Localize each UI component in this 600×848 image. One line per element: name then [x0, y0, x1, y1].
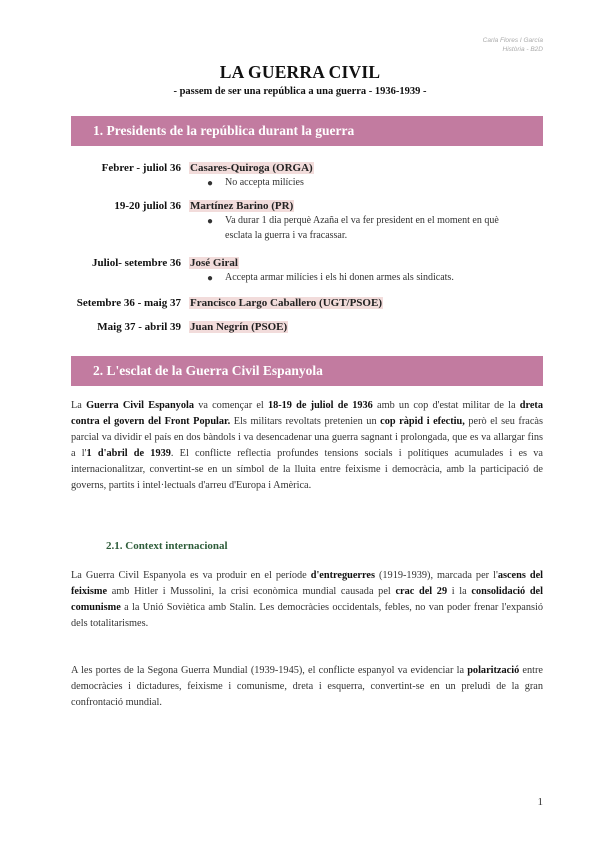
section-heading-2 [71, 356, 543, 386]
president-name: Martínez Barino (PR) [190, 200, 294, 212]
president-date: Juliol- setembre 36 [91, 257, 181, 269]
text-run: (1919-1939), marcada per l' [374, 570, 498, 581]
president-name: Casares-Quiroga (ORGA) [190, 162, 313, 174]
president-note: Accepta armar milícies i els hi donen armes als sindicats. [225, 272, 454, 283]
president-note: No accepta milícies [225, 177, 304, 188]
text-run: Els militars revoltats pretenien un [230, 416, 381, 427]
text-run: va començar el [194, 400, 268, 411]
president-name: José Giral [190, 257, 238, 269]
president-name: Juan Negrín (PSOE) [190, 321, 288, 333]
bold-run: d'entreguerres [310, 570, 375, 581]
text-run: La [71, 400, 87, 411]
text-run: entre democràcies i dictadures, feixisme i comunisme, dreta i esquerra, convertint-se en un preludi de la gran confrontació mundial. [71, 665, 543, 708]
page-subtitle: - passem de ser una república a una guerra - 1936-1939 - [173, 86, 427, 97]
bullet-icon: ● [207, 273, 214, 284]
text-run: amb un cop d'estat militar de la [372, 400, 520, 411]
text-run: però el seu fracàs parcial va dividir el país en dos bàndols i va desencadenar una guerra sagnant i prolongada, que es va allargar fins a l' [71, 416, 543, 459]
text-run: amb Hitler i Mussolini, la crisi econòmica mundial causada pel [107, 586, 396, 597]
context-paragraph-1 [71, 568, 543, 632]
bold-run: 18-19 de juliol de 1936 [267, 400, 373, 411]
bold-run: cop ràpid i efectiu, [380, 416, 465, 427]
president-date: Febrer - juliol 36 [101, 162, 181, 174]
section-heading-1-text: 1. Presidents de la república durant la guerra [93, 123, 355, 138]
president-name: Francisco Largo Caballero (UGT/PSOE) [190, 297, 382, 309]
page-number: 1 [537, 796, 543, 808]
bullet-icon: ● [207, 178, 214, 189]
president-note: Va durar 1 dia perquè Azaña el va fer president en el moment en què esclata la guerra i va fracassar. [225, 215, 499, 241]
president-date: Setembre 36 - maig 37 [76, 297, 181, 309]
author-name: Carla Flores I García [482, 37, 543, 44]
course-name: Història - B2D [502, 46, 543, 53]
bold-run: polarització [467, 665, 520, 676]
text-run: a la Unió Soviètica amb Stalin. Les democràcies occidentals, febles, no van poder frenar l'expansió dels totalitarismes. [71, 602, 543, 629]
page-title: LA GUERRA CIVIL [219, 62, 381, 82]
bold-run: dreta contra el govern del Front Popular. [71, 400, 543, 427]
text-run: La Guerra Civil Espanyola es va produir en el període [71, 570, 311, 581]
text-run: . El conflicte reflectia profundes tensions socials i polítiques acumulades i es va internacionalitzar, convertint-se en un símbol de la lluita entre feixisme i democràcia, amb la participació de governs, partits i intel·lectuals d'arreu d'Europa i Amèrica. [71, 448, 543, 491]
section-heading-2-text: 2. L'esclat de la Guerra Civil Espanyola [93, 363, 323, 378]
president-date: Maig 37 - abril 39 [97, 321, 181, 333]
bold-run: 1 d'abril de 1939 [86, 448, 171, 459]
text-run: A les portes de la Segona Guerra Mundial (1939-1945), el conflicte espanyol va evidenciar la [71, 665, 468, 676]
section-heading-1 [71, 116, 543, 146]
bullet-icon: ● [207, 216, 214, 227]
context-paragraph-2 [71, 663, 543, 711]
subsection-heading: 2.1. Context internacional [106, 540, 228, 552]
bold-run: consolidació del comunisme [71, 586, 543, 613]
text-run: i la [447, 586, 472, 597]
president-date: 19-20 juliol 36 [114, 200, 181, 212]
bold-run: crac del 29 [395, 586, 448, 597]
author-header [483, 36, 543, 54]
bold-run: Guerra Civil Espanyola [86, 400, 194, 411]
intro-paragraph [71, 398, 543, 494]
bold-run: ascens del feixisme [71, 570, 544, 597]
